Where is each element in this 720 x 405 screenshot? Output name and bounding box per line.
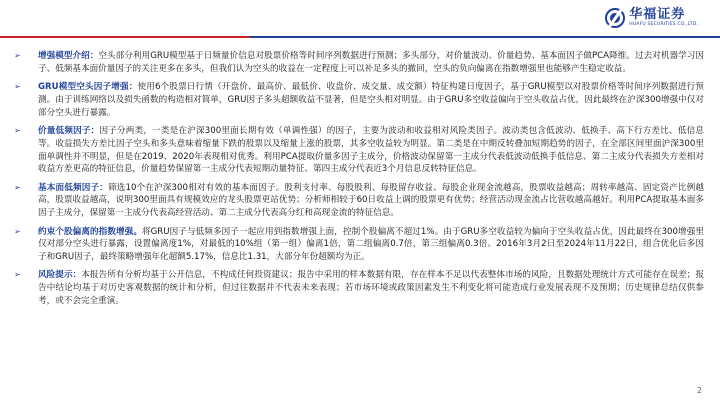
paragraph-heading: 约束个股偏离的指数增强。 — [38, 226, 142, 237]
logo-text — [629, 8, 698, 28]
logo-english-name: HUAFU SECURITIES CO.,LTD. — [629, 22, 698, 28]
page-number: 2 — [696, 386, 702, 395]
company-logo — [605, 8, 698, 28]
paragraph-body: 本报告所有分析均基于公开信息，不构成任何投资建议；报告中采用的样本数据有限，存在样本不足以代表整体市场的风险，且数据处理统计方式可能存在误差；报告中结论均基于对历史客观数据的统计和分析，但过往数据并不代表未来表现；若市场环境或政策因素发生不利变化将可能造成行业发展表现不及预期；历史规律总结仅供参考，或不会完全重演。 — [38, 270, 704, 307]
arrow-bullet-icon: ➢ — [14, 182, 21, 192]
arrow-bullet-icon: ➢ — [14, 51, 21, 60]
paragraph-heading: 价量低频因子： — [38, 125, 100, 136]
logo-chinese-name: 华福证券 — [629, 7, 686, 23]
paragraph-heading: GRU模型空头因子增强： — [38, 82, 138, 93]
arrow-bullet-icon: ➢ — [14, 125, 21, 135]
arrow-bullet-icon: ➢ — [14, 82, 21, 92]
paragraph-heading: 增强模型介绍： — [38, 51, 99, 61]
summary-item — [12, 81, 704, 119]
summary-paragraph — [38, 182, 704, 220]
summary-item — [12, 182, 704, 220]
paragraph-heading: 基本面低频因子： — [38, 182, 108, 193]
summary-item — [12, 50, 704, 76]
summary-content — [12, 50, 704, 313]
summary-item — [12, 125, 704, 176]
paragraph-heading: 风险提示： — [38, 270, 82, 281]
arrow-bullet-icon: ➢ — [14, 226, 21, 236]
huafu-logo-icon — [605, 8, 625, 28]
summary-paragraph — [38, 81, 704, 119]
arrow-bullet-icon: ➢ — [14, 270, 21, 280]
summary-paragraph — [38, 226, 704, 264]
summary-item — [12, 226, 704, 264]
paragraph-body: 使用6个股票日行情（开盘价、最高价、最低价、收盘价、成交量、成交额）特征构建日度因子，基于GRU模型以对股票价格等时间序列数据进行预测。由于训练网络以及损失函数的构造相对简单，GRU因子多头超额收益不显著，但是空头相对明显。由于GRU多空收益偏向于空头收益占优，因此最终在沪深300增强中仅对部分空头进行暴露。 — [38, 82, 704, 118]
paragraph-body: 筛选10个在沪深300相对有效的基本面因子。股利支付率、每股股利、每股留存收益、每股企业现金流越高，股票收益越高；周转率越高、固定资产比例越高，股票收益越高，说明300里面具有规模效应的龙头股票更站优势；分析师相较于60日收益上调的股票更有优势；经营活动现金流占比营收越高越好。利用PCA提取基本面多因子主成分，保留第一主成分代表高经营活动、第二主成分代表高分红和高现金流的特征信息。 — [38, 182, 704, 219]
header-divider-accent — [0, 36, 250, 38]
paragraph-body: 将GRU因子与低频多因子一起应用到指数增强上面，控制个股偏离不超过1%。由于GRU多空收益较为偏向于空头收益占优，因此最终在300增强里仅对部分空头进行暴露，设置偏离度1%，对最低的10%组（第一组）偏离1倍，第二组偏离0.7倍，第三组偏离0.3倍。2016年3月2日至2024年11月22日，组合优化后多因子和GRU因子，最终策略增强年化超额5.17%，信息比1.31，大部分年份超额均为正。 — [38, 226, 704, 263]
paragraph-body: 因子分两类，一类是在沪深300里面长期有效（单调性强）的因子，主要为波动和收益相对风险类因子。波动类包含低波动、低换手、高下行方差比、低信息等。收益损失方差比因子空头和多头意味着缩量下跌的股票以及缩量上涨的股票，其多空收益较为明显。第二类是在中期反转叠加短期趋势的因子，在全部区间里面沪深300里面单调性并不明显，但是在2019、2020年表现相对优秀。利用PCA提取价量多因子主成分，价格波动保留第一主成分代表低波动低换手低信息、第二主成分代表损失方差相对收益方差更高的特征信息，价量趋势保留第一主成分代表短期动量特征、第四主成分代表近3个月信息反转特征信息。 — [38, 125, 704, 175]
summary-paragraph — [38, 50, 704, 76]
paragraph-body: 空头部分利用GRU模型基于日频量价信息对股票价格等时间序列数据进行预测；多头部分，对价量波动、价量趋势、基本面因子做PCA降维。过去对机器学习因子、低频基本面价量因子的关注更多在多头，但我们认为空头的收益在一定程度上可以补足多头的撤回，空头的负向偏离在指数增强里也能够产生稳定收益。 — [38, 51, 704, 74]
summary-item — [12, 269, 704, 307]
summary-paragraph — [38, 269, 704, 307]
summary-paragraph — [38, 125, 704, 176]
